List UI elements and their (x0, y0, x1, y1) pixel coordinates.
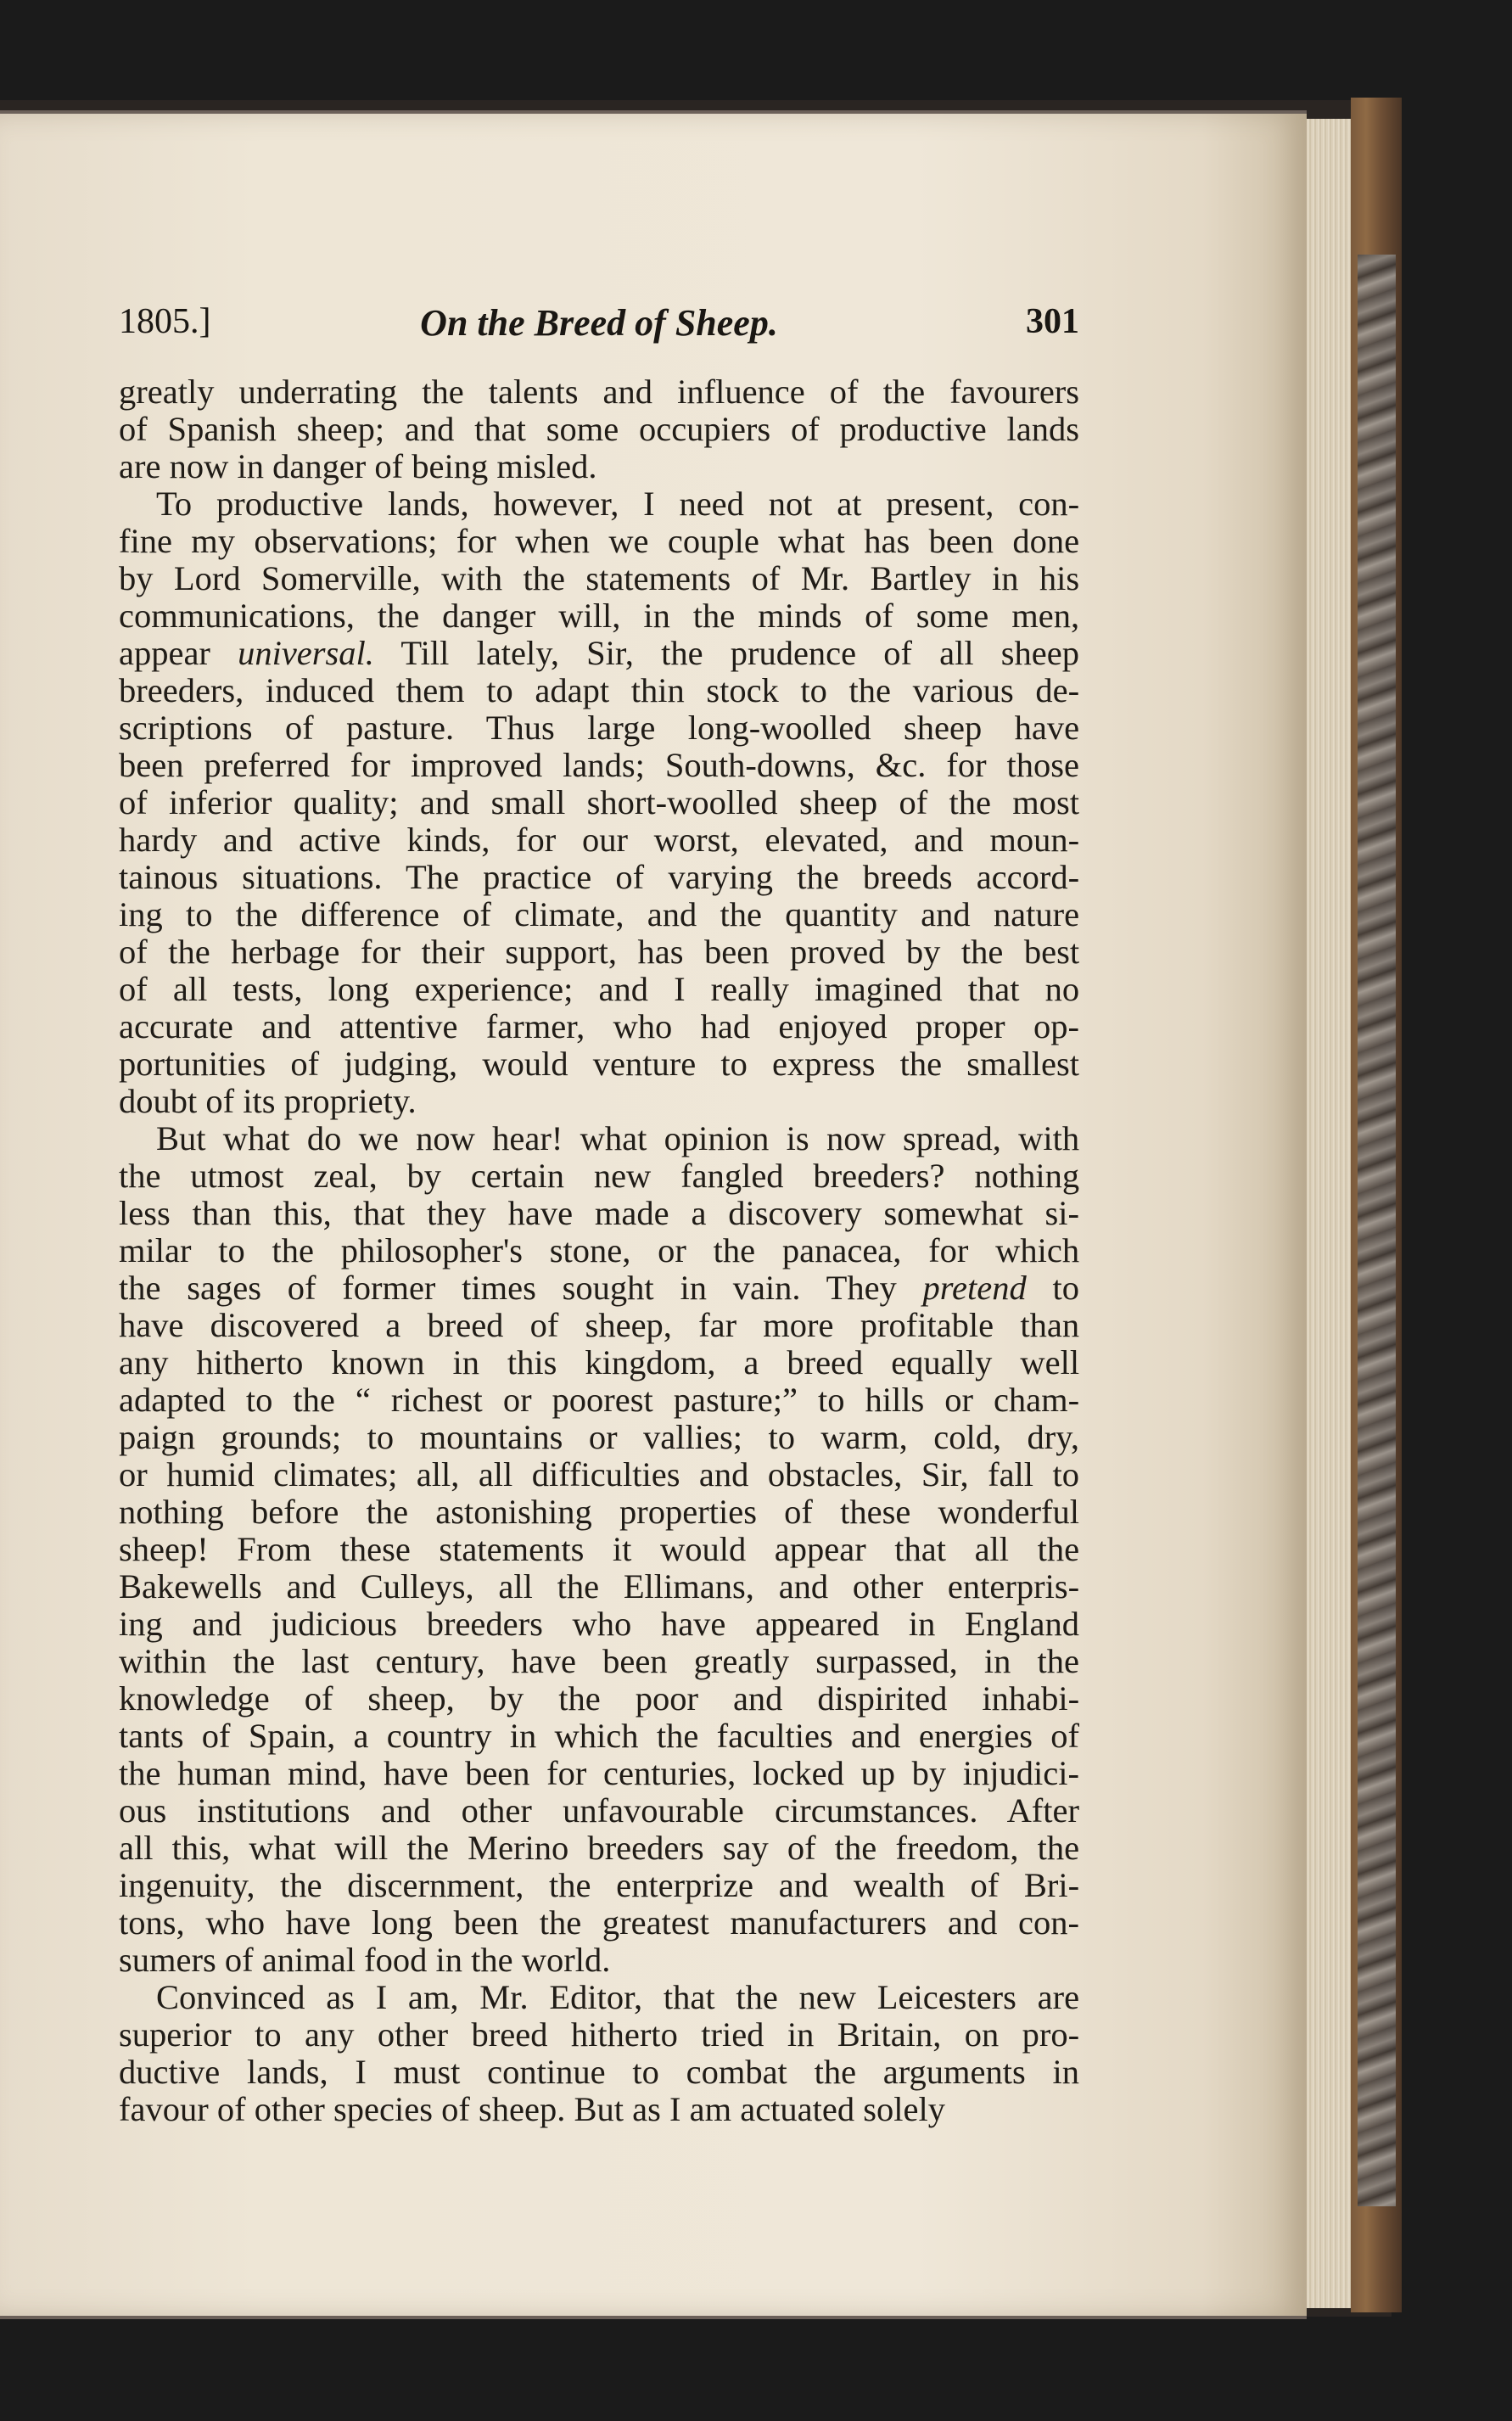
text-line: Convinced as I am, Mr. Editor, that the new Leicesters are (156, 1978, 1080, 2016)
text-line: hardy and active kinds, for our worst, elevated, and moun- (119, 821, 1080, 859)
text-line: tants of Spain, a country in which the faculties and energies of (119, 1717, 1080, 1755)
text-line: or humid climates; all, all difficulties and obstacles, Sir, fall to (119, 1455, 1079, 1494)
page-edges (1307, 119, 1351, 2308)
marbled-board (1358, 255, 1396, 2206)
text-line: To productive lands, however, I need not at present, con- (156, 485, 1080, 523)
text-line: doubt of its propriety. (119, 1082, 417, 1120)
text-line: But what do we now hear! what opinion is now spread, with (156, 1119, 1080, 1157)
text-line: any hitherto known in this kingdom, a breed equally well (119, 1343, 1080, 1381)
text-line: the human mind, have been for centuries, locked up by injudici- (119, 1754, 1080, 1792)
text-line: breeders, induced them to adapt thin stock to the various de- (119, 671, 1080, 709)
text-line: the utmost zeal, by certain new fangled breeders? nothing (119, 1157, 1080, 1195)
text-line: been preferred for improved lands; South-downs, &c. for those (119, 746, 1080, 784)
text-line: have discovered a breed of sheep, far more profitable than (119, 1306, 1080, 1344)
text-line: ductive lands, I must continue to combat the arguments in (119, 2053, 1080, 2091)
text-line: communications, the danger will, in the minds of some men, (119, 597, 1080, 635)
text-line: paign grounds; to mountains or vallies; to warm, cold, dry, (119, 1418, 1080, 1456)
text-line: the sages of former times sought in vain. They pretend to (119, 1269, 1080, 1307)
text-line: portunities of judging, would venture to express the smallest (119, 1045, 1080, 1083)
paragraph (119, 373, 1079, 485)
text-line: tons, who have long been the greatest manufacturers and con- (119, 1903, 1080, 1942)
text-line: ingenuity, the discernment, the enterprize and wealth of Bri- (119, 1866, 1080, 1904)
header-year: 1805.] (119, 302, 211, 341)
text-line: less than this, that they have made a discovery somewhat si- (119, 1194, 1080, 1232)
text-line: sheep! From these statements it would appear that all the (119, 1530, 1080, 1568)
text-line: nothing before the astonishing properties of these wonderful (119, 1493, 1079, 1531)
text-line: scriptions of pasture. Thus large long-woolled sheep have (119, 709, 1080, 747)
text-line: all this, what will the Merino breeders say of the freedom, the (119, 1829, 1080, 1867)
text-line: accurate and attentive farmer, who had enjoyed proper op- (119, 1007, 1079, 1045)
text-line: ing and judicious breeders who have appeared in England (119, 1605, 1079, 1643)
text-line: of the herbage for their support, has been proved by the best (119, 933, 1080, 971)
page-number: 301 (1026, 302, 1079, 341)
text-line: milar to the philosopher's stone, or the panacea, for which (119, 1231, 1080, 1269)
body-text (119, 373, 1079, 2128)
text-line: favour of other species of sheep. But as I am actuated solely (119, 2090, 946, 2128)
text-line: ing to the difference of climate, and the quantity and nature (119, 895, 1080, 933)
paragraph (119, 1979, 1079, 2128)
text-line: are now in danger of being misled. (119, 447, 597, 485)
text-line: of Spanish sheep; and that some occupiers of productive lands (119, 410, 1080, 448)
text-line: knowledge of sheep, by the poor and dispirited inhabi- (119, 1679, 1080, 1718)
text-line: appear universal. Till lately, Sir, the prudence of all sheep (119, 634, 1079, 672)
text-line: Bakewells and Culleys, all the Ellimans, and other enterpris- (119, 1567, 1080, 1606)
running-header (119, 301, 1079, 352)
text-line: ous institutions and other unfavourable circumstances. After (119, 1791, 1080, 1830)
text-line: sumers of animal food in the world. (119, 1941, 611, 1979)
text-line: of inferior quality; and small short-woolled sheep of the most (119, 783, 1080, 821)
text-line: greatly underrating the talents and influence of the favourers (119, 373, 1080, 411)
header-title: On the Breed of Sheep. (420, 302, 778, 344)
text-line: superior to any other breed hitherto tried in Britain, on pro- (119, 2015, 1080, 2054)
text-line: fine my observations; for when we couple what has been done (119, 522, 1080, 560)
paragraph (119, 1120, 1079, 1979)
text-line: of all tests, long experience; and I really imagined that no (119, 970, 1080, 1008)
paragraph (119, 485, 1079, 1120)
text-line: tainous situations. The practice of varying the breeds accord- (119, 858, 1080, 896)
text-line: within the last century, have been greatly surpassed, in the (119, 1642, 1079, 1680)
text-line: adapted to the “ richest or poorest pasture;” to hills or cham- (119, 1381, 1080, 1419)
text-line: by Lord Somerville, with the statements of Mr. Bartley in his (119, 559, 1080, 597)
